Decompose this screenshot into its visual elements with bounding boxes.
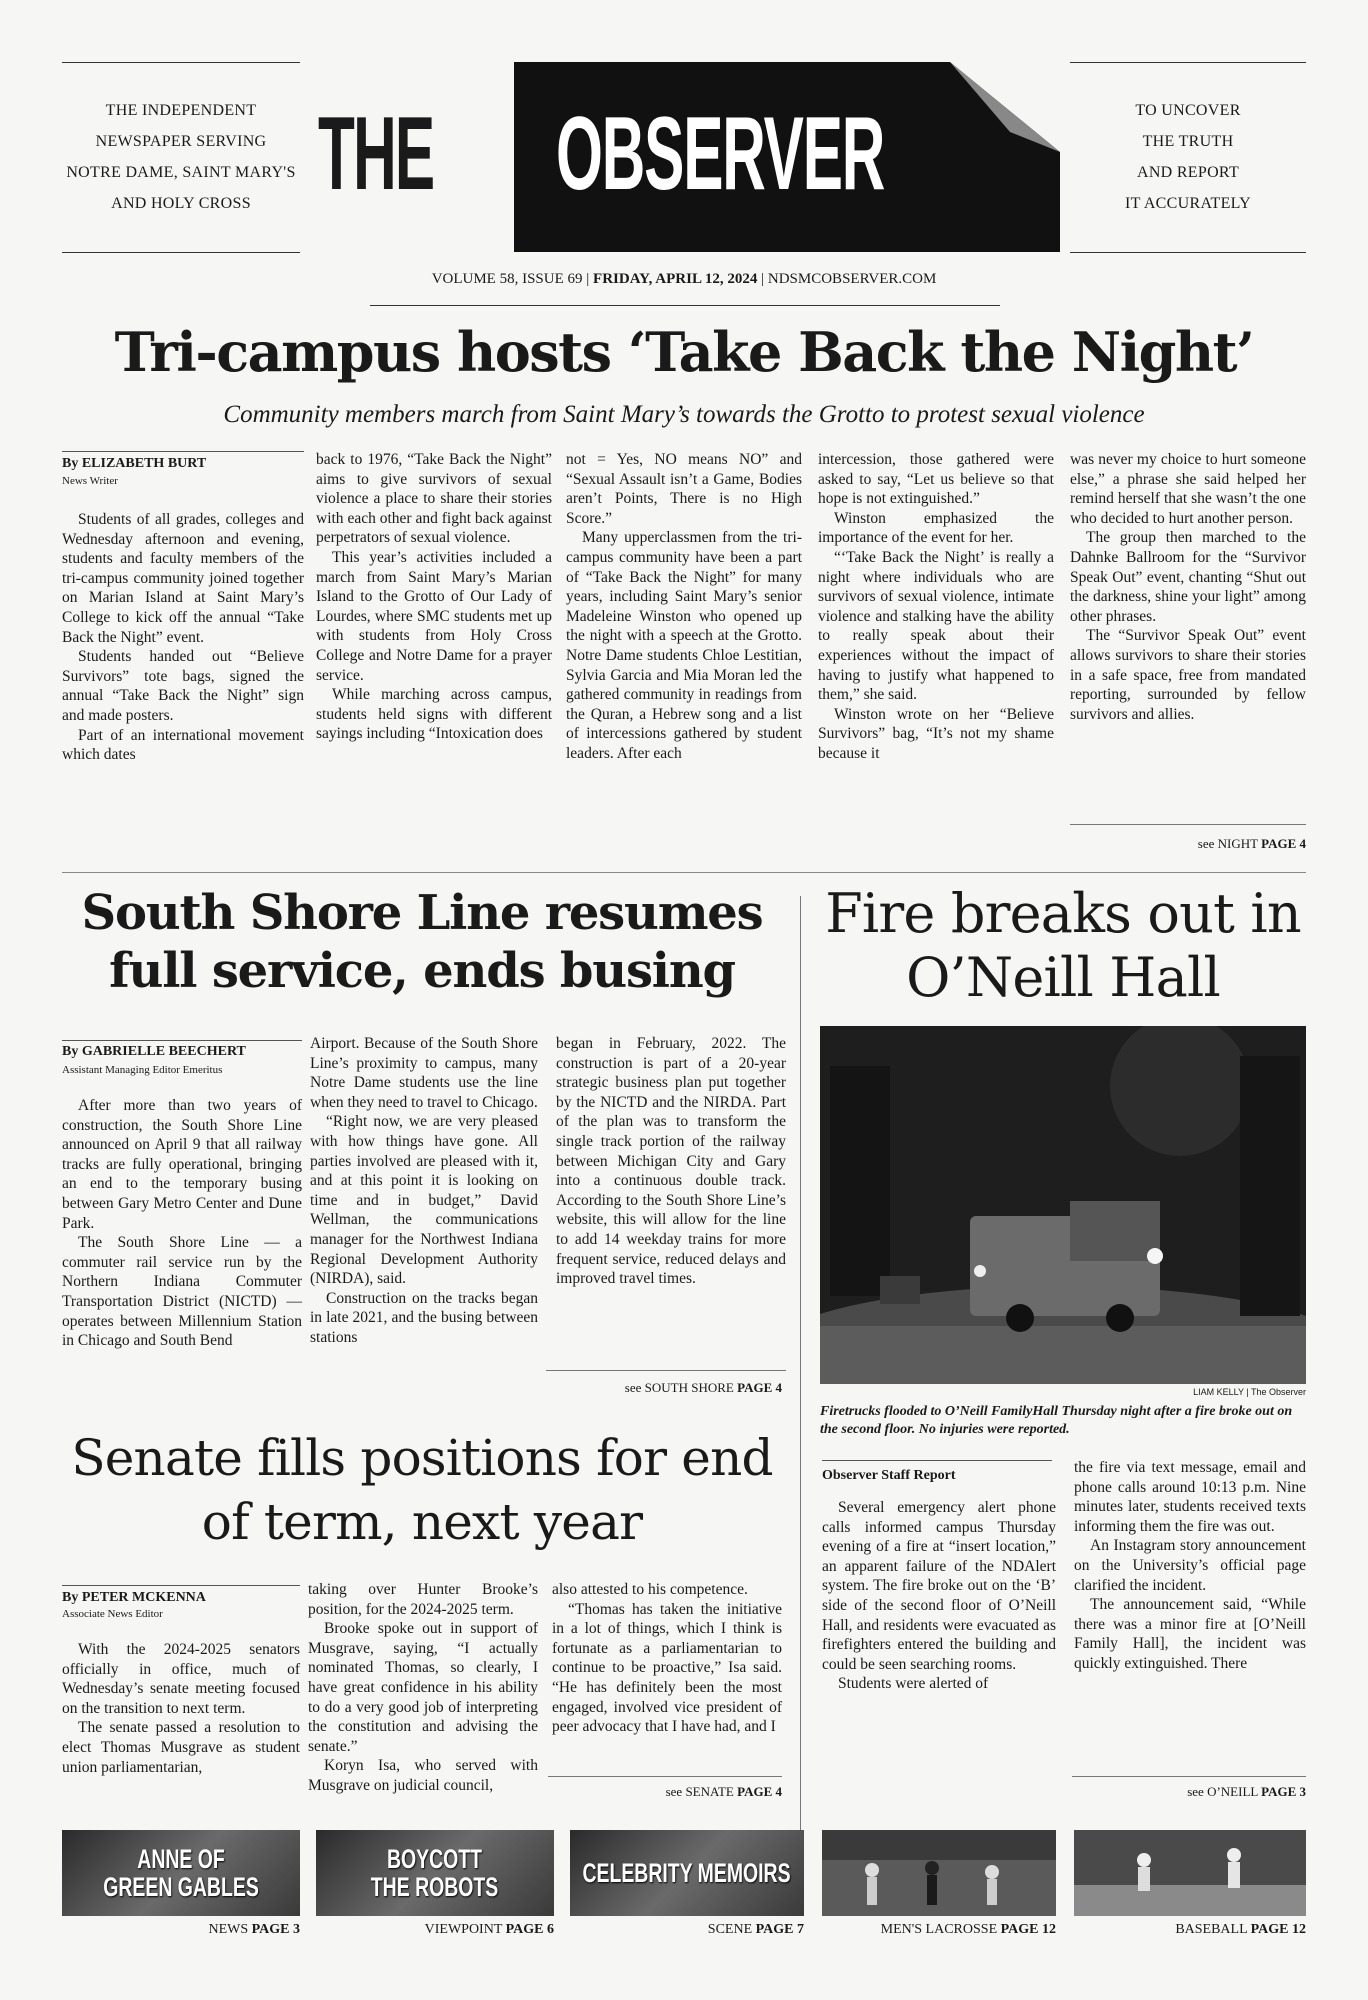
fire-jump[interactable] [1072, 1784, 1306, 1800]
teaser-news-label[interactable] [62, 1922, 300, 1938]
south-shore-col-3 [556, 1034, 786, 1289]
teaser-section: BASEBALL [1175, 1922, 1251, 1937]
paragraph: “‘Take Back the Night’ is really a night where individuals who are survivors of sexual violence, intimate violence and stalking have the ability to really speak about their experiences without the impact of having to justify what happened to them,” she said. [818, 548, 1054, 704]
paragraph: The “Survivor Speak Out” event allows survivors to share their stories in a safe space, free from mandated reporting, surrounded by fellow survivors and allies. [1070, 627, 1306, 723]
paragraph: An Instagram story announcement on the University’s official page clarified the incident. [1074, 1537, 1306, 1594]
folio-site[interactable]: | NDSMCOBSERVER.COM [757, 271, 937, 287]
firetruck-photo-icon [820, 1026, 1306, 1384]
jump-page: PAGE 4 [737, 1784, 782, 1799]
paragraph: Students handed out “Believe Survivors” tote bags, signed the annual “Take Back the Night” sign and made posters. [62, 648, 304, 724]
lead-col-5 [1070, 450, 1306, 724]
section-divider [62, 872, 1306, 873]
south-shore-jump[interactable] [546, 1380, 782, 1396]
byline-rule [62, 1040, 302, 1041]
fire-caption: Firetrucks flooded to O’Neill FamilyHall Thursday night after a fire broke out on the second floor. No injuries were reported. [820, 1404, 1293, 1437]
teaser-section: VIEWPOINT [424, 1922, 506, 1937]
paragraph: the fire via text message, email and phone calls around 10:13 p.m. Nine minutes later, students received texts informing them the fire was out. [1074, 1459, 1306, 1535]
column-divider [800, 896, 801, 1844]
folio-volume: VOLUME 58, ISSUE 69 | [431, 271, 594, 287]
jump-rule [546, 1370, 786, 1371]
paragraph: Airport. Because of the South Shore Line’s proximity to campus, many Notre Dame students use the line when they need to travel to Chicago. [310, 1035, 538, 1111]
jump-page: PAGE 4 [1261, 836, 1306, 851]
tagline-line: NOTRE DAME, SAINT MARY'S [66, 164, 296, 181]
senate-col-1 [62, 1640, 300, 1777]
south-shore-col-2 [310, 1034, 538, 1348]
lead-jump[interactable] [1070, 836, 1306, 852]
masthead-rule-left-bottom [62, 252, 300, 253]
tagline-line: NEWSPAPER SERVING [95, 133, 267, 150]
jump-see: see SENATE [665, 1784, 738, 1799]
senate-headline[interactable]: Senate fills positions for end of term, next year [71, 1429, 773, 1551]
lead-headline[interactable]: Tri-campus hosts ‘Take Back the Night’ [114, 320, 1254, 384]
senate-byline: By PETER MCKENNA [62, 1590, 206, 1605]
teaser-section: NEWS [208, 1922, 252, 1937]
paragraph: Several emergency alert phone calls informed campus Thursday evening of a fire at “insert location,” an apparent failure of the NDAlert system. The fire broke out on the ‘B’ side of the second floor of O’Neill Hall, and residents were evacuated as firefighters entered the building and could be seen searching rooms. [822, 1499, 1056, 1673]
teaser-baseball[interactable] [1074, 1830, 1306, 1916]
folio-line [330, 271, 1038, 288]
paragraph: Many upperclassmen from the tri-campus community have been a part of “Take Back the Night” for many years, including Saint Mary’s senior Madeleine Winston who opened up the night with a speech at the Grotto. Notre Dame students Chloe Lestitian, Sylvia Garcia and Mia Moran led the gathered community in readings from the Quran, a Hebrew song and a list of intercessions gathered by student leaders. After each [566, 529, 802, 762]
paragraph: This year’s activities included a march from Saint Mary’s Marian Island to the Grotto of Our Lady of Lourdes, where SMC students met up with students from Holy Cross College and Notre Dame for a prayer service. [316, 548, 552, 684]
teaser-strip [62, 1830, 1306, 1937]
paragraph: The group then marched to the Dahnke Ballroom for the “Survivor Speak Out” event, chanting “Shut out the darkness, shine your light” among other phrases. [1070, 529, 1306, 625]
south-shore-role: Assistant Managing Editor Emeritus [62, 1064, 223, 1076]
teaser-viewpoint[interactable] [316, 1830, 554, 1916]
teaser-page: PAGE 3 [251, 1922, 300, 1937]
fire-col-2 [1074, 1458, 1306, 1674]
folio-date: FRIDAY, APRIL 12, 2024 [593, 271, 758, 287]
lead-dek: Community members march from Saint Mary’s towards the Grotto to protest sexual violence [223, 401, 1145, 428]
masthead-rule-right-top [1070, 62, 1306, 63]
baseball-players-icon [1074, 1830, 1306, 1916]
teaser-title: ANNE OF GREEN GABLES [103, 1844, 259, 1902]
jump-see: see NIGHT [1197, 836, 1262, 851]
teaser-baseball-label[interactable] [1074, 1922, 1306, 1938]
masthead-rule-left-top [62, 62, 300, 63]
paragraph: back to 1976, “Take Back the Night” aims to give survivors of sexual violence a place to share their stories with each other and fight back against perpetrators of sexual violence. [316, 451, 552, 547]
paragraph: Construction on the tracks began in late 2021, and the busing between stations [310, 1289, 538, 1346]
byline-rule [62, 1585, 300, 1586]
lead-col-4 [818, 450, 1054, 764]
tagline-line: AND REPORT [1136, 164, 1240, 181]
folio-rule [370, 305, 1000, 306]
paragraph: Brooke spoke out in support of Musgrave, saying, “I actually nominated Thomas, so clearly, I have great confidence in his ability to do a very good job of interpreting the constitution and advising the senate.” [308, 1620, 538, 1755]
byline-rule [822, 1460, 1052, 1461]
south-shore-headline[interactable]: South Shore Line resumes full service, ends busing [81, 885, 763, 999]
tagline-line: AND HOLY CROSS [111, 195, 251, 212]
lead-col-1 [62, 510, 304, 765]
logo-observer: OBSERVER [556, 96, 885, 212]
lead-col-3 [566, 450, 802, 764]
jump-page: PAGE 3 [1261, 1784, 1306, 1799]
tagline-line: TO UNCOVER [1135, 102, 1241, 119]
fire-col-1 [822, 1498, 1056, 1694]
tagline-line: IT ACCURATELY [1124, 195, 1251, 212]
south-shore-col-1 [62, 1096, 302, 1351]
lacrosse-players-icon [822, 1830, 1056, 1916]
teaser-section: MEN'S LACROSSE [880, 1922, 1001, 1937]
teaser-lacrosse[interactable] [822, 1830, 1056, 1916]
paragraph: not = Yes, NO means NO” and “Sexual Assault isn’t a Game, Bodies aren’t Points, There is no High Score.” [566, 451, 802, 527]
south-shore-byline: By GABRIELLE BEECHERT [62, 1044, 246, 1059]
fire-photo-credit: LIAM KELLY | The Observer [1193, 1387, 1306, 1397]
teaser-scene[interactable] [570, 1830, 804, 1916]
teaser-section: SCENE [707, 1922, 756, 1937]
fire-photo[interactable] [820, 1026, 1306, 1384]
teaser-scene-label[interactable] [570, 1922, 804, 1938]
teaser-page: PAGE 12 [1000, 1922, 1056, 1937]
paragraph: intercession, those gathered were asked to say, “Let us believe so that hope is not extinguished.” [818, 451, 1054, 508]
jump-see: see SOUTH SHORE [624, 1380, 738, 1395]
paragraph: While marching across campus, students held signs with different sayings including “Intoxication does [316, 686, 552, 743]
senate-jump[interactable] [548, 1784, 782, 1800]
paragraph: Winston emphasized the importance of the event for her. [818, 509, 1054, 547]
logo-the: THE [318, 96, 434, 212]
teaser-page: PAGE 12 [1250, 1922, 1306, 1937]
teaser-title: CELEBRITY MEMOIRS [582, 1858, 792, 1888]
paragraph: The South Shore Line — a commuter rail service run by the Northern Indiana Commuter Transportation District (NICTD) — operates between Millennium Station in Chicago and South Bend [62, 1234, 302, 1350]
paragraph: Winston wrote on her “Believe Survivors” bag, “It’s not my shame because it [818, 705, 1054, 762]
paragraph: “Thomas has taken the initiative in a lot of things, which I think is fortunate as a parliamentarian to continue to be proactive,” Isa said. “He has definitely been the most engaged, involved vice president of peer advocacy that I have had, and I [552, 1600, 782, 1736]
paragraph: The senate passed a resolution to elect Thomas Musgrave as student union parliamentarian, [62, 1719, 300, 1776]
paragraph: After more than two years of construction, the South Shore Line announced on April 9 that all railway tracks are fully operational, bringing an end to the temporary busing between Gary Metro Center and Dune Park. [62, 1097, 302, 1232]
paragraph: taking over Hunter Brooke’s position, for the 2024-2025 term. [308, 1581, 538, 1618]
teaser-page: PAGE 6 [505, 1922, 554, 1937]
paragraph: “Right now, we are very pleased with how things have gone. All parties involved are pleased with it, and at this point it is looking on time and in budget,” David Wellman, the communications manager for the Northwest Indiana Regional Development Authority (NIRDA), said. [310, 1113, 538, 1288]
tagline-line: THE TRUTH [1142, 133, 1234, 150]
lead-role: News Writer [62, 475, 118, 487]
paragraph: also attested to his competence. [552, 1581, 748, 1598]
jump-page: PAGE 4 [737, 1380, 782, 1395]
paragraph: Students were alerted of [838, 1675, 989, 1693]
senate-col-3 [552, 1580, 782, 1737]
paragraph: The announcement said, “While there was a minor fire at [O’Neill Family Hall], the incident was quickly extinguished. There [1074, 1596, 1306, 1672]
teaser-news[interactable] [62, 1830, 300, 1916]
teaser-viewpoint-label[interactable] [316, 1922, 554, 1938]
fire-byline: Observer Staff Report [822, 1468, 956, 1483]
tagline-line: THE INDEPENDENT [105, 102, 257, 119]
masthead-rule-right-bottom [1070, 252, 1306, 253]
paragraph: began in February, 2022. The construction is part of a 20-year strategic business plan put together by the NICTD and the NIRDA. Part of the plan was to transform the single track portion of the railway between Michigan City and Gary into a continuous double track. According to the South Shore Line’s website, this will allow for the line to add 14 weekday trains for more frequent service, reduced delays and improved travel times. [556, 1035, 786, 1288]
byline-rule [62, 451, 304, 452]
teaser-lacrosse-label[interactable] [822, 1922, 1056, 1938]
fire-headline[interactable]: Fire breaks out in O’Neill Hall [825, 882, 1301, 1009]
jump-rule [1070, 824, 1306, 825]
masthead-right-tagline [1070, 95, 1306, 219]
masthead-left-tagline [62, 95, 300, 219]
lead-byline: By ELIZABETH BURT [62, 456, 207, 471]
paragraph: Koryn Isa, who served with Musgrave on judicial council, [308, 1757, 538, 1794]
teaser-page: PAGE 7 [755, 1922, 804, 1937]
paragraph: Part of an international movement which dates [62, 726, 304, 764]
jump-rule [1072, 1776, 1306, 1777]
senate-role: Associate News Editor [62, 1608, 163, 1620]
page-curl-icon [950, 62, 1060, 152]
jump-see: see O’NEILL [1187, 1784, 1262, 1799]
senate-col-2 [308, 1580, 538, 1796]
teaser-title: BOYCOTT THE ROBOTS [371, 1844, 499, 1902]
lead-col-2 [316, 450, 552, 744]
jump-rule [548, 1776, 782, 1777]
paragraph: Students of all grades, colleges and Wednesday afternoon and evening, students and faculty members of the tri-campus community joined together on Marian Island at Saint Mary’s College to kick off the annual “Take Back the Night” event. [62, 511, 304, 646]
paragraph: With the 2024-2025 senators officially in office, much of Wednesday’s senate meeting focused on the transition to next term. [62, 1641, 300, 1717]
paragraph: was never my choice to hurt someone else,” a phrase she said helped her remind herself that she wasn’t the one who decided to hurt another person. [1070, 451, 1306, 527]
